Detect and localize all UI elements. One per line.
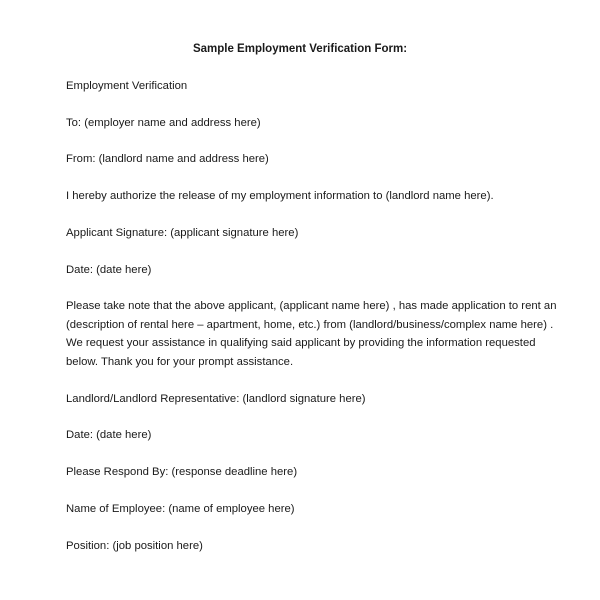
request-paragraph <box>66 297 557 371</box>
paragraph-line: (description of rental here – apartment, home, etc.) from (landlord/business/complex name here) . <box>66 318 554 331</box>
document-title: Sample Employment Verification Form: <box>192 43 408 55</box>
position-line: Position: (job position here) <box>66 540 203 552</box>
applicant-signature-line: Applicant Signature: (applicant signature here) <box>66 227 299 239</box>
paragraph-line: Please take note that the above applicant, (applicant name here) , has made application to rent an <box>66 300 557 312</box>
form-heading: Employment Verification <box>66 80 188 92</box>
employee-name-line: Name of Employee: (name of employee here) <box>66 503 295 515</box>
authorization-line: I hereby authorize the release of my employment information to (landlord name here). <box>66 190 494 202</box>
paragraph-line: below. Thank you for your prompt assistance. <box>66 355 294 368</box>
date-line-2: Date: (date here) <box>66 429 152 441</box>
to-line: To: (employer name and address here) <box>66 117 261 129</box>
paragraph-line: We request your assistance in qualifying said applicant by providing the information requested <box>66 337 536 349</box>
respond-by-line: Please Respond By: (response deadline here) <box>66 466 298 478</box>
date-line-1: Date: (date here) <box>66 264 152 276</box>
from-line: From: (landlord name and address here) <box>66 153 269 165</box>
landlord-representative-line: Landlord/Landlord Representative: (landlord signature here) <box>66 393 366 405</box>
